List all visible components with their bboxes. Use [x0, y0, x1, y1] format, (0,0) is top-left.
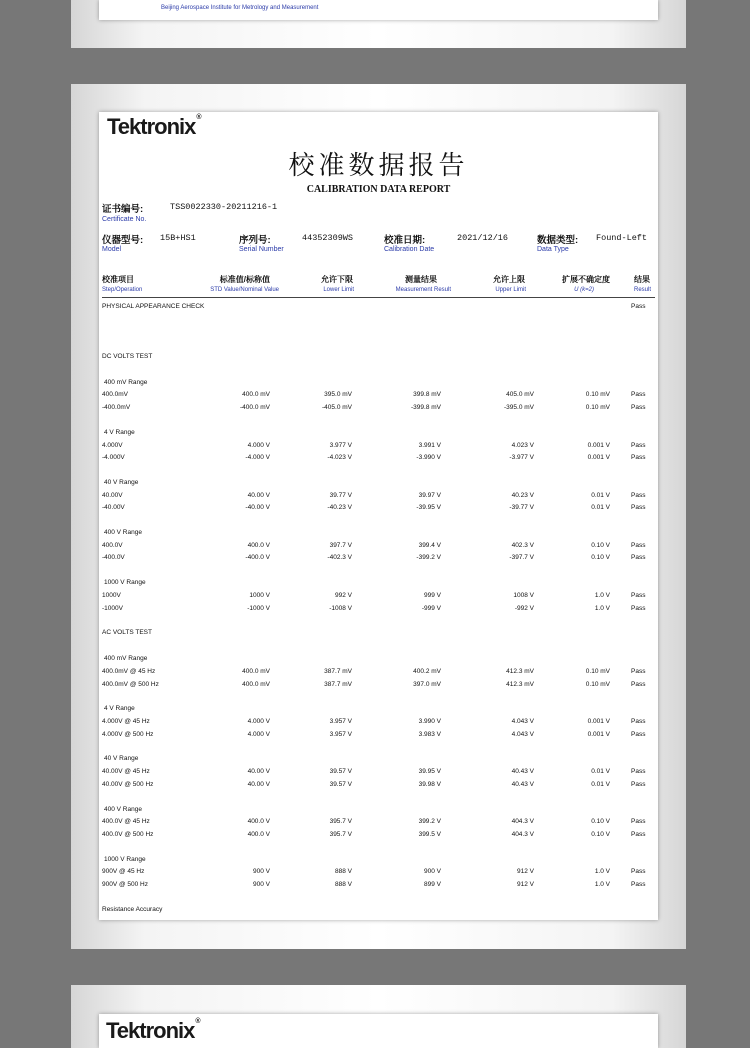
cell-lower: 3.957 V: [329, 730, 352, 738]
cell-std: 4.000 V: [247, 718, 270, 725]
cell-result: Pass: [631, 491, 646, 499]
cell-lower: 3.977 V: [329, 441, 352, 449]
cell-step: 400.0mV: [102, 391, 129, 399]
cell-std: 40.00 V: [247, 491, 270, 499]
range-label: 40 V Range: [104, 755, 139, 763]
cell-step: -40.00V: [102, 504, 125, 512]
range-label: 4 V Range: [104, 705, 135, 713]
cell-unc: 0.10 mV: [585, 667, 610, 675]
next-page-paper: [99, 1014, 658, 1048]
range-label: 400 V Range: [104, 529, 142, 536]
range-label: 1000 V Range: [104, 855, 146, 863]
cell-std: 900 V: [253, 868, 270, 876]
cell-upper: 404.3 V: [511, 818, 534, 826]
cell-lower: 39.57 V: [329, 780, 352, 788]
cell-std: 400.0 mV: [242, 391, 270, 399]
report-paper: [99, 112, 658, 920]
cell-result: Pass: [631, 604, 646, 612]
report-title-en: CALIBRATION DATA REPORT: [306, 184, 451, 195]
cell-result: Pass: [631, 303, 646, 310]
cell-upper: 412.3 mV: [506, 667, 534, 675]
cell-result: Pass: [631, 454, 646, 462]
data-type-value: Found-Left: [596, 233, 648, 243]
logo-text-next: Tektronix: [106, 1018, 195, 1043]
cell-lower: 395.7 V: [329, 818, 352, 826]
col-upper-header-en: Upper Limit: [495, 287, 526, 293]
cell-unc: 0.001 V: [587, 718, 610, 725]
cell-unc: 0.10 V: [591, 818, 610, 826]
col-meas-header-en: Measurement Result: [395, 287, 451, 293]
cell-unc: 0.10 V: [591, 830, 610, 838]
cell-upper: 405.0 mV: [506, 391, 534, 399]
col-upper-header: 允许上限: [493, 275, 525, 284]
certificate-label-en: Certificate No.: [102, 216, 147, 223]
cell-lower: -1008 V: [329, 604, 352, 612]
range-label: 1000 V Range: [104, 579, 146, 587]
cell-lower: 3.957 V: [329, 718, 352, 725]
cell-upper: 4.043 V: [511, 730, 534, 738]
cell-result: Pass: [631, 730, 646, 738]
cell-result: Pass: [631, 818, 646, 826]
cell-step: 400.0V: [102, 541, 123, 549]
cell-step: 1000V: [102, 591, 121, 599]
cell-result: Pass: [631, 554, 646, 562]
cell-std: 4.000 V: [247, 441, 270, 449]
cell-std: 40.00 V: [247, 780, 270, 788]
col-meas-header: 测量结果: [405, 275, 437, 284]
registered-mark: ®: [196, 114, 202, 121]
cell-result: Pass: [631, 830, 646, 838]
cell-meas: -3.990 V: [416, 454, 441, 462]
range-label: 400 mV Range: [104, 378, 148, 386]
cell-upper: 402.3 V: [511, 541, 534, 549]
model-label: 仪器型号:: [102, 235, 144, 246]
cell-std: -4.000 V: [245, 454, 270, 462]
data-type-label-en: Data Type: [537, 246, 569, 253]
cell-lower: 387.7 mV: [324, 680, 352, 688]
cell-meas: 3.991 V: [418, 441, 441, 449]
cell-upper: 40.23 V: [511, 491, 534, 499]
cell-meas: 900 V: [424, 868, 441, 876]
cell-meas: -399.2 V: [416, 554, 441, 562]
cell-lower: 387.7 mV: [324, 667, 352, 675]
cell-result: Pass: [631, 441, 646, 449]
serial-label: 序列号:: [239, 235, 271, 246]
cell-unc: 0.01 V: [591, 504, 610, 512]
cell-step: -400.0V: [102, 554, 125, 562]
cell-meas: -999 V: [421, 604, 441, 612]
cell-result: Pass: [631, 404, 646, 412]
header-rule: [102, 297, 655, 298]
cell-result: Pass: [631, 718, 646, 725]
cell-step: -4.000V: [102, 454, 125, 462]
cell-result: Pass: [631, 680, 646, 688]
cell-unc: 0.10 mV: [585, 680, 610, 688]
cell-std: 400.0 V: [247, 830, 270, 838]
cell-std: 900 V: [253, 881, 270, 888]
cell-unc: 0.10 V: [591, 554, 610, 562]
serial-value: 44352309WS: [302, 233, 354, 243]
col-std-header-en: STD Value/Nominal Value: [210, 287, 279, 293]
cell-unc: 0.001 V: [587, 730, 610, 738]
cell-meas: 39.95 V: [418, 768, 441, 776]
cell-result: Pass: [631, 780, 646, 788]
cell-upper: 412.3 mV: [506, 680, 534, 688]
certificate-value: TSS0022330-20211216-1: [170, 202, 278, 212]
range-label: 400 V Range: [104, 805, 142, 813]
cell-step: PHYSICAL APPEARANCE CHECK: [102, 303, 205, 310]
cell-lower: 39.77 V: [329, 491, 352, 499]
cell-upper: -39.77 V: [509, 504, 534, 512]
range-label: 4 V Range: [104, 428, 135, 436]
cell-unc: 0.10 V: [591, 541, 610, 549]
cell-upper: 40.43 V: [511, 768, 534, 776]
cell-unc: 1.0 V: [594, 604, 610, 612]
cell-result: Pass: [631, 667, 646, 675]
cell-meas: 39.98 V: [418, 780, 441, 788]
institute-name: Beijing Aerospace Institute for Metrology and Measurement: [161, 5, 319, 11]
cell-lower: 888 V: [335, 868, 352, 876]
col-result-header-en: Result: [633, 287, 651, 293]
col-unc-header-en: U (k=2): [574, 287, 594, 293]
cell-step: -400.0mV: [102, 404, 131, 412]
cell-lower: 888 V: [335, 881, 352, 888]
cell-meas: 899 V: [424, 881, 441, 888]
cell-result: Pass: [631, 591, 646, 599]
cell-lower: 992 V: [335, 591, 352, 599]
cell-meas: 3.990 V: [418, 718, 441, 725]
col-std-header: 标准值/标称值: [219, 275, 270, 284]
cell-unc: 1.0 V: [594, 591, 610, 599]
col-lower-header-en: Lower Limit: [323, 287, 354, 293]
cal-date-value: 2021/12/16: [457, 233, 509, 243]
cell-result: Pass: [631, 881, 646, 888]
col-step-header: 校准项目: [102, 275, 134, 284]
section-title: Resistance Accuracy: [102, 905, 163, 913]
col-unc-header: 扩展不确定度: [562, 275, 610, 284]
cell-lower: 397.7 V: [329, 541, 352, 549]
cell-meas: 3.983 V: [418, 730, 441, 738]
cell-lower: -4.023 V: [327, 454, 352, 462]
cell-result: Pass: [631, 391, 646, 399]
cell-unc: 1.0 V: [594, 881, 610, 888]
cell-meas: 400.2 mV: [413, 667, 441, 675]
cell-result: Pass: [631, 541, 646, 549]
cell-upper: -395.0 mV: [504, 404, 534, 412]
cal-date-label: 校准日期:: [384, 235, 426, 246]
cell-upper: -397.7 V: [509, 554, 534, 562]
model-label-en: Model: [102, 246, 122, 253]
cell-result: Pass: [631, 768, 646, 776]
cell-meas: 39.97 V: [418, 491, 441, 499]
cell-unc: 0.01 V: [591, 768, 610, 776]
cell-std: 4.000 V: [247, 730, 270, 738]
tektronix-logo-next: [106, 1018, 201, 1044]
cell-upper: -3.977 V: [509, 454, 534, 462]
cell-unc: 0.01 V: [591, 491, 610, 499]
cell-meas: -39.95 V: [416, 504, 441, 512]
next-page-frame: [71, 985, 686, 1048]
cell-meas: -399.8 mV: [411, 404, 441, 412]
section-title: AC VOLTS TEST: [102, 629, 152, 637]
cell-step: 40.00V @ 45 Hz: [102, 768, 150, 776]
cell-std: 400.0 V: [247, 541, 270, 549]
cell-std: -1000 V: [247, 604, 270, 612]
cell-std: 40.00 V: [247, 768, 270, 776]
col-lower-header: 允许下限: [321, 275, 353, 284]
cell-step: 4.000V @ 500 Hz: [102, 730, 154, 738]
cell-step: 4.000V @ 45 Hz: [102, 718, 150, 725]
cell-meas: 399.8 mV: [413, 391, 441, 399]
cell-step: 400.0V @ 45 Hz: [102, 818, 150, 826]
cell-upper: 40.43 V: [511, 780, 534, 788]
cell-std: 400.0 V: [247, 818, 270, 826]
cell-lower: 39.57 V: [329, 768, 352, 776]
cell-lower: 395.7 V: [329, 830, 352, 838]
cell-result: Pass: [631, 504, 646, 512]
cell-meas: 399.4 V: [418, 541, 441, 549]
cell-std: 400.0 mV: [242, 680, 270, 688]
cell-std: -40.00 V: [245, 504, 270, 512]
cell-meas: 399.2 V: [418, 818, 441, 826]
cell-unc: 0.001 V: [587, 454, 610, 462]
cell-unc: 0.10 mV: [585, 391, 610, 399]
cell-step: 900V @ 45 Hz: [102, 868, 145, 876]
cell-meas: 999 V: [424, 591, 441, 599]
cell-step: 4.000V: [102, 441, 123, 449]
cell-unc: 0.01 V: [591, 780, 610, 788]
cell-step: -1000V: [102, 604, 123, 612]
serial-label-en: Serial Number: [239, 246, 284, 253]
col-result-header: 结果: [634, 275, 650, 284]
cell-step: 400.0mV @ 45 Hz: [102, 667, 156, 675]
cell-step: 40.00V @ 500 Hz: [102, 780, 154, 788]
cell-step: 900V @ 500 Hz: [102, 881, 148, 888]
cell-unc: 0.001 V: [587, 441, 610, 449]
cell-lower: 395.0 mV: [324, 391, 352, 399]
cell-upper: 4.043 V: [511, 718, 534, 725]
cell-meas: 397.0 mV: [413, 680, 441, 688]
cell-unc: 1.0 V: [594, 868, 610, 876]
model-value: 15B+HS1: [160, 233, 196, 243]
certificate-label: 证书编号:: [102, 204, 144, 215]
cell-std: 1000 V: [249, 591, 270, 599]
cell-upper: 1008 V: [513, 591, 534, 599]
report-title-cn: 校准数据报告: [288, 151, 469, 181]
cell-lower: -40.23 V: [327, 504, 352, 512]
cell-upper: 4.023 V: [511, 441, 534, 449]
cell-lower: -405.0 mV: [322, 404, 352, 412]
cell-upper: 404.3 V: [511, 830, 534, 838]
cell-upper: -992 V: [514, 604, 534, 612]
cal-date-label-en: Calibration Date: [384, 246, 435, 253]
cell-meas: 399.5 V: [418, 830, 441, 838]
cell-upper: 912 V: [517, 868, 534, 876]
data-type-label: 数据类型:: [537, 235, 579, 246]
logo-text: Tektronix: [107, 114, 196, 139]
range-label: 400 mV Range: [104, 655, 148, 663]
cell-std: 400.0 mV: [242, 667, 270, 675]
tektronix-logo: [107, 114, 202, 140]
cell-step: 400.0V @ 500 Hz: [102, 830, 154, 838]
previous-page-frame: [71, 0, 686, 48]
section-title: DC VOLTS TEST: [102, 352, 153, 360]
previous-page-paper: [99, 0, 658, 20]
cell-step: 400.0mV @ 500 Hz: [102, 680, 159, 688]
cell-std: -400.0 V: [245, 554, 270, 562]
cell-unc: 0.10 mV: [585, 404, 610, 412]
cell-upper: 912 V: [517, 881, 534, 888]
registered-mark-next: ®: [195, 1018, 201, 1025]
cell-std: -400.0 mV: [240, 404, 270, 412]
cell-lower: -402.3 V: [327, 554, 352, 562]
cell-step: 40.00V: [102, 491, 123, 499]
col-step-header-en: Step/Operation: [102, 287, 143, 293]
cell-result: Pass: [631, 868, 646, 876]
report-page-frame: [71, 84, 686, 949]
range-label: 40 V Range: [104, 478, 139, 486]
